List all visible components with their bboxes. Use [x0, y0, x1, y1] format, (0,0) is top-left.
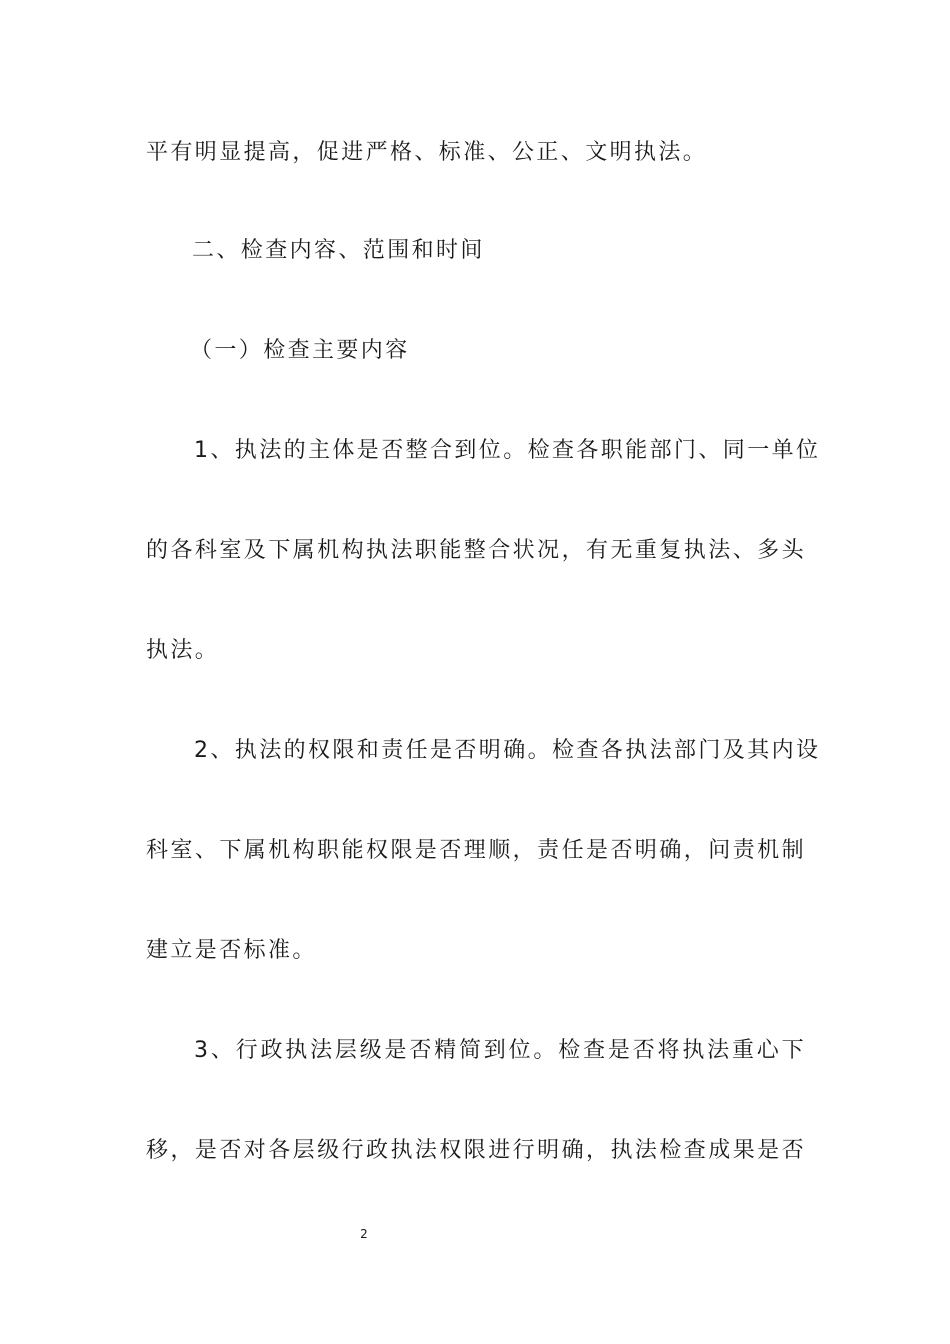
paragraph-continuation-line: 平有明显提高，促进严格、标准、公正、文明执法。	[146, 140, 708, 165]
subsection-heading: （一）检查主要内容	[190, 338, 410, 363]
item-3-line-1: 3、行政执法层级是否精简到位。检查是否将执法重心下	[194, 1038, 806, 1063]
section-heading: 二、检查内容、范围和时间	[192, 238, 485, 263]
item-2-line-3: 建立是否标准。	[146, 938, 317, 963]
item-2-line-1: 2、执法的权限和责任是否明确。检查各执法部门及其内设	[194, 738, 821, 763]
page-number: 2	[360, 1227, 368, 1241]
item-3-line-2: 移，是否对各层级行政执法权限进行明确，执法检查成果是否	[146, 1138, 806, 1163]
item-1-line-3: 执法。	[146, 638, 220, 663]
item-1-line-1: 1、执法的主体是否整合到位。检查各职能部门、同一单位	[194, 438, 821, 463]
item-1-line-2: 的各科室及下属机构执法职能整合状况，有无重复执法、多头	[146, 538, 806, 563]
item-2-line-2: 科室、下属机构职能权限是否理顺，责任是否明确，问责机制	[146, 838, 806, 863]
